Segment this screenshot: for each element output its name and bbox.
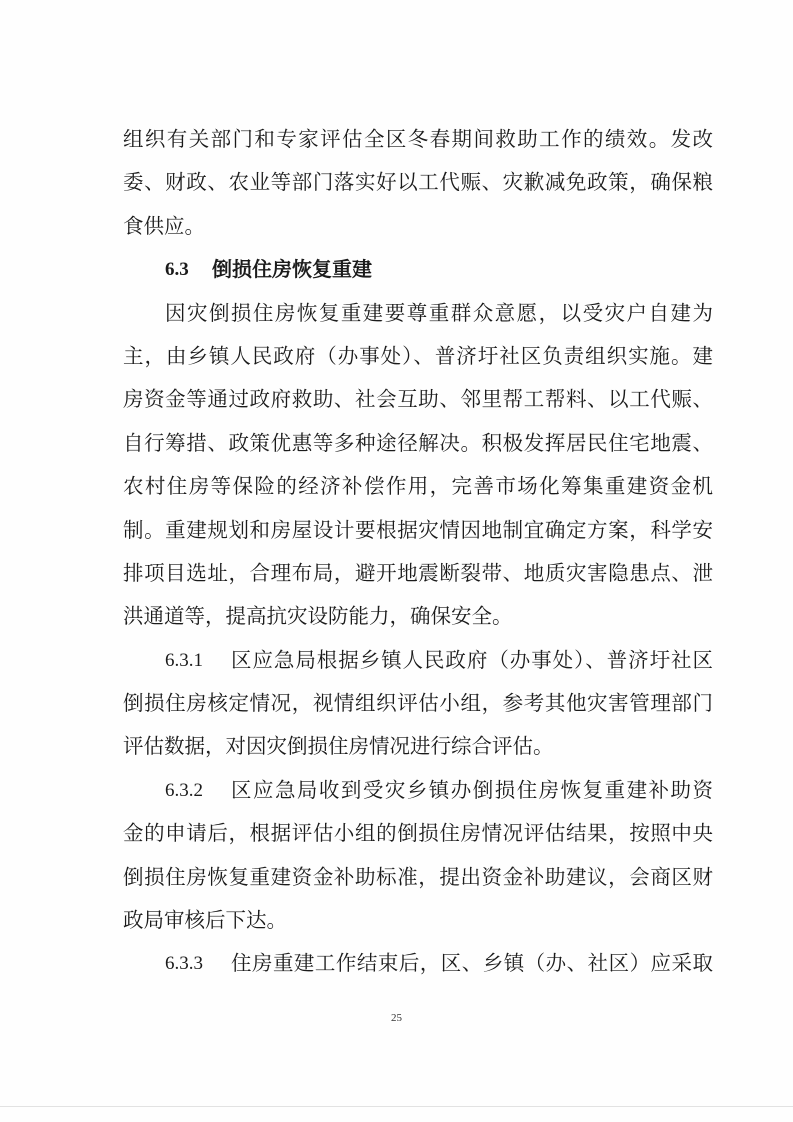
section-number: 6.3 [165, 259, 189, 281]
text-line: 因灾倒损住房恢复重建要尊重群众意愿，以受灾户自建为 [165, 300, 713, 325]
text-line: 政局审核后下达。 [123, 908, 287, 933]
body-text [123, 118, 713, 986]
text-line: 评估数据，对因灾倒损住房情况进行综合评估。 [123, 734, 554, 759]
page-number: 25 [391, 1012, 402, 1024]
text-line: 区应急局根据乡镇人民政府（办事处）、普济圩社区 [231, 647, 713, 672]
clause-6-3-3 [123, 942, 713, 985]
text-line: 农村住房等保险的经济补偿作用，完善市场化筹集重建资金机 [123, 474, 713, 499]
scan-edge-divider [0, 1106, 793, 1107]
section-title: 倒损住房恢复重建 [212, 257, 372, 282]
text-line: 倒损住房核定情况，视情组织评估小组，参考其他灾害管理部门 [123, 691, 713, 716]
text-line: 自行筹措、政策优惠等多种途径解决。积极发挥居民住宅地震、 [123, 430, 713, 455]
text-line: 金的申请后，根据评估小组的倒损住房情况评估结果，按照中央 [123, 821, 713, 846]
text-line: 区应急局收到受灾乡镇办倒损住房恢复重建补助资 [231, 777, 713, 802]
text-line: 主，由乡镇人民政府（办事处）、普济圩社区负责组织实施。建 [123, 343, 713, 368]
text-line: 洪通道等，提高抗灾设防能力，确保安全。 [123, 604, 513, 629]
text-line: 房资金等通过政府救助、社会互助、邻里帮工帮料、以工代赈、 [123, 387, 713, 412]
text-line: 倒损住房恢复重建资金补助标准，提出资金补助建议，会商区财 [123, 864, 713, 889]
clause-number: 6.3.3 [165, 953, 203, 975]
text-line: 排项目选址，合理布局，避开地震断裂带、地质灾害隐患点、泄 [123, 560, 713, 585]
clause-number: 6.3.1 [165, 649, 203, 671]
clause-6-3-2 [123, 769, 713, 812]
clause-number: 6.3.2 [165, 779, 203, 801]
text-line: 组织有关部门和专家评估全区冬春期间救助工作的绩效。发改 [123, 127, 713, 151]
text-line: 住房重建工作结束后，区、乡镇（办、社区）应采取 [231, 951, 713, 976]
text-line: 委、财政、农业等部门落实好以工代赈、灾歉减免政策，确保粮 [123, 170, 713, 195]
clause-6-3-1 [123, 639, 713, 682]
section-heading [123, 248, 713, 291]
text-line: 制。重建规划和房屋设计要根据灾情因地制宜确定方案，科学安 [123, 517, 713, 542]
text-line: 食供应。 [123, 213, 205, 238]
